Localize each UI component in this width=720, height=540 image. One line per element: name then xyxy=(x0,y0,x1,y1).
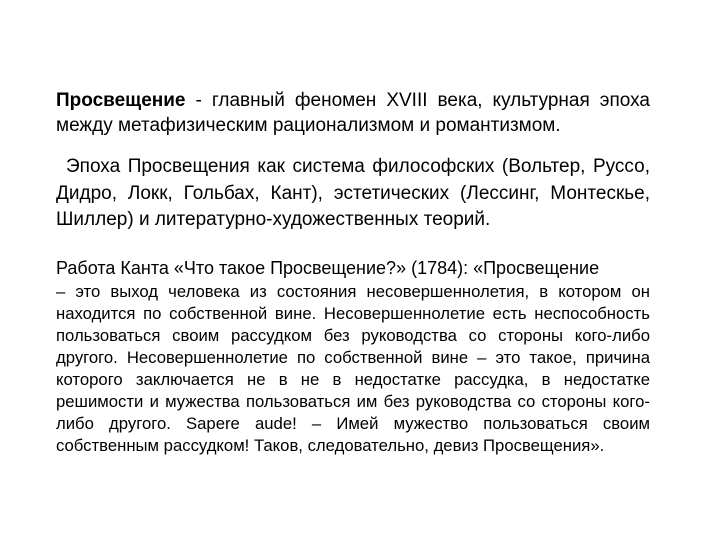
intro-term: Просвещение xyxy=(56,90,186,111)
epoch-paragraph: Эпоха Просвещения как система философских (Вольтер, Руссо, Дидро, Локк, Гольбах, Кант), эстетических (Лессинг, Монтескье, Шиллер) и литературно-художественных теорий. xyxy=(56,156,650,230)
kant-heading: Работа Канта «Что такое Просвещение?» (1784): «Просвещение xyxy=(56,258,600,278)
kant-quote: – это выход человека из состояния несовершеннолетия, в котором он находится по собственной вине. Несовершеннолетие есть неспособность пользоваться своим рассудком без руководства со стороны кого-либо другого. Несовершеннолетие по собственной вине – это такое, причина которого заключается не в не в недостатке рассудка, в недостатке решимости и мужества пользоваться им без руководства со стороны кого-либо другого. Sapere aude! – Имей мужество пользоваться своим собственным рассудком! Таков, следовательно, девиз Просвещения». xyxy=(56,282,650,455)
intro-definition: - главный феномен XVIII века, культурная эпоха между метафизическим рационализмом и романтизмом. xyxy=(56,90,650,136)
intro-paragraph xyxy=(56,88,650,138)
